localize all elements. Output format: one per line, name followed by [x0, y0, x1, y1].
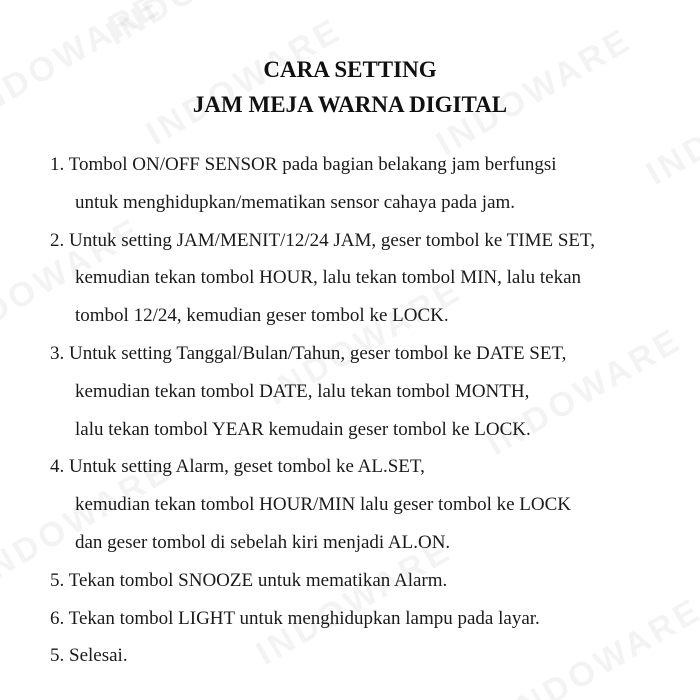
- list-item: [50, 335, 690, 448]
- watermark: [100, 0, 309, 54]
- step-line: kemudian tekan tombol HOUR, lalu tekan tombol MIN, lalu tekan: [75, 267, 582, 289]
- step-line: kemudian tekan tombol DATE, lalu tekan tombol MONTH,: [75, 380, 530, 402]
- step-line: [50, 222, 690, 260]
- page-title: CARA SETTING: [263, 57, 437, 82]
- step-text: Selesai.: [69, 645, 128, 667]
- step-number: 1.: [50, 154, 65, 175]
- step-text: Tombol ON/OFF SENSOR pada bagian belakang jam berfungsi: [68, 154, 557, 175]
- step-number: 4.: [50, 456, 65, 478]
- step-line: [50, 335, 690, 373]
- step-text: Untuk setting JAM/MENIT/12/24 JAM, geser tombol ke TIME SET,: [69, 229, 595, 251]
- step-number: 5.: [50, 569, 65, 591]
- step-number: 6.: [50, 607, 65, 629]
- page-subtitle: JAM MEJA WARNA DIGITAL: [192, 92, 508, 117]
- list-item: [50, 562, 690, 600]
- list-item: [50, 637, 690, 675]
- list-item: [50, 600, 690, 638]
- instruction-list: [50, 146, 690, 675]
- step-line: tombol 12/24, kemudian geser tombol ke LOCK.: [75, 305, 449, 327]
- step-line: [50, 448, 690, 486]
- step-text: Untuk setting Tanggal/Bulan/Tahun, geser tombol ke DATE SET,: [69, 342, 567, 364]
- step-number: 2.: [50, 229, 65, 251]
- step-line: [50, 600, 690, 638]
- step-line: kemudian tekan tombol HOUR/MIN lalu geser tombol ke LOCK: [75, 494, 572, 516]
- step-line: [50, 637, 690, 675]
- step-number: 5.: [50, 645, 65, 667]
- step-text: Untuk setting Alarm, geset tombol ke AL.SET,: [69, 456, 425, 478]
- step-line: [50, 562, 690, 600]
- list-item: [50, 222, 690, 335]
- step-line: dan geser tombol di sebelah kiri menjadi AL.ON.: [75, 531, 451, 553]
- step-line: untuk menghidupkan/mematikan sensor cahaya pada jam.: [75, 191, 516, 213]
- list-item: [50, 146, 690, 222]
- step-number: 3.: [50, 342, 65, 364]
- step-line: [50, 146, 690, 184]
- step-line: lalu tekan tombol YEAR kemudain geser tombol ke LOCK.: [75, 418, 531, 440]
- list-item: [50, 448, 690, 561]
- step-text: Tekan tombol LIGHT untuk menghidupkan lampu pada layar.: [68, 607, 540, 629]
- step-text: Tekan tombol SNOOZE untuk mematikan Alarm.: [68, 569, 448, 591]
